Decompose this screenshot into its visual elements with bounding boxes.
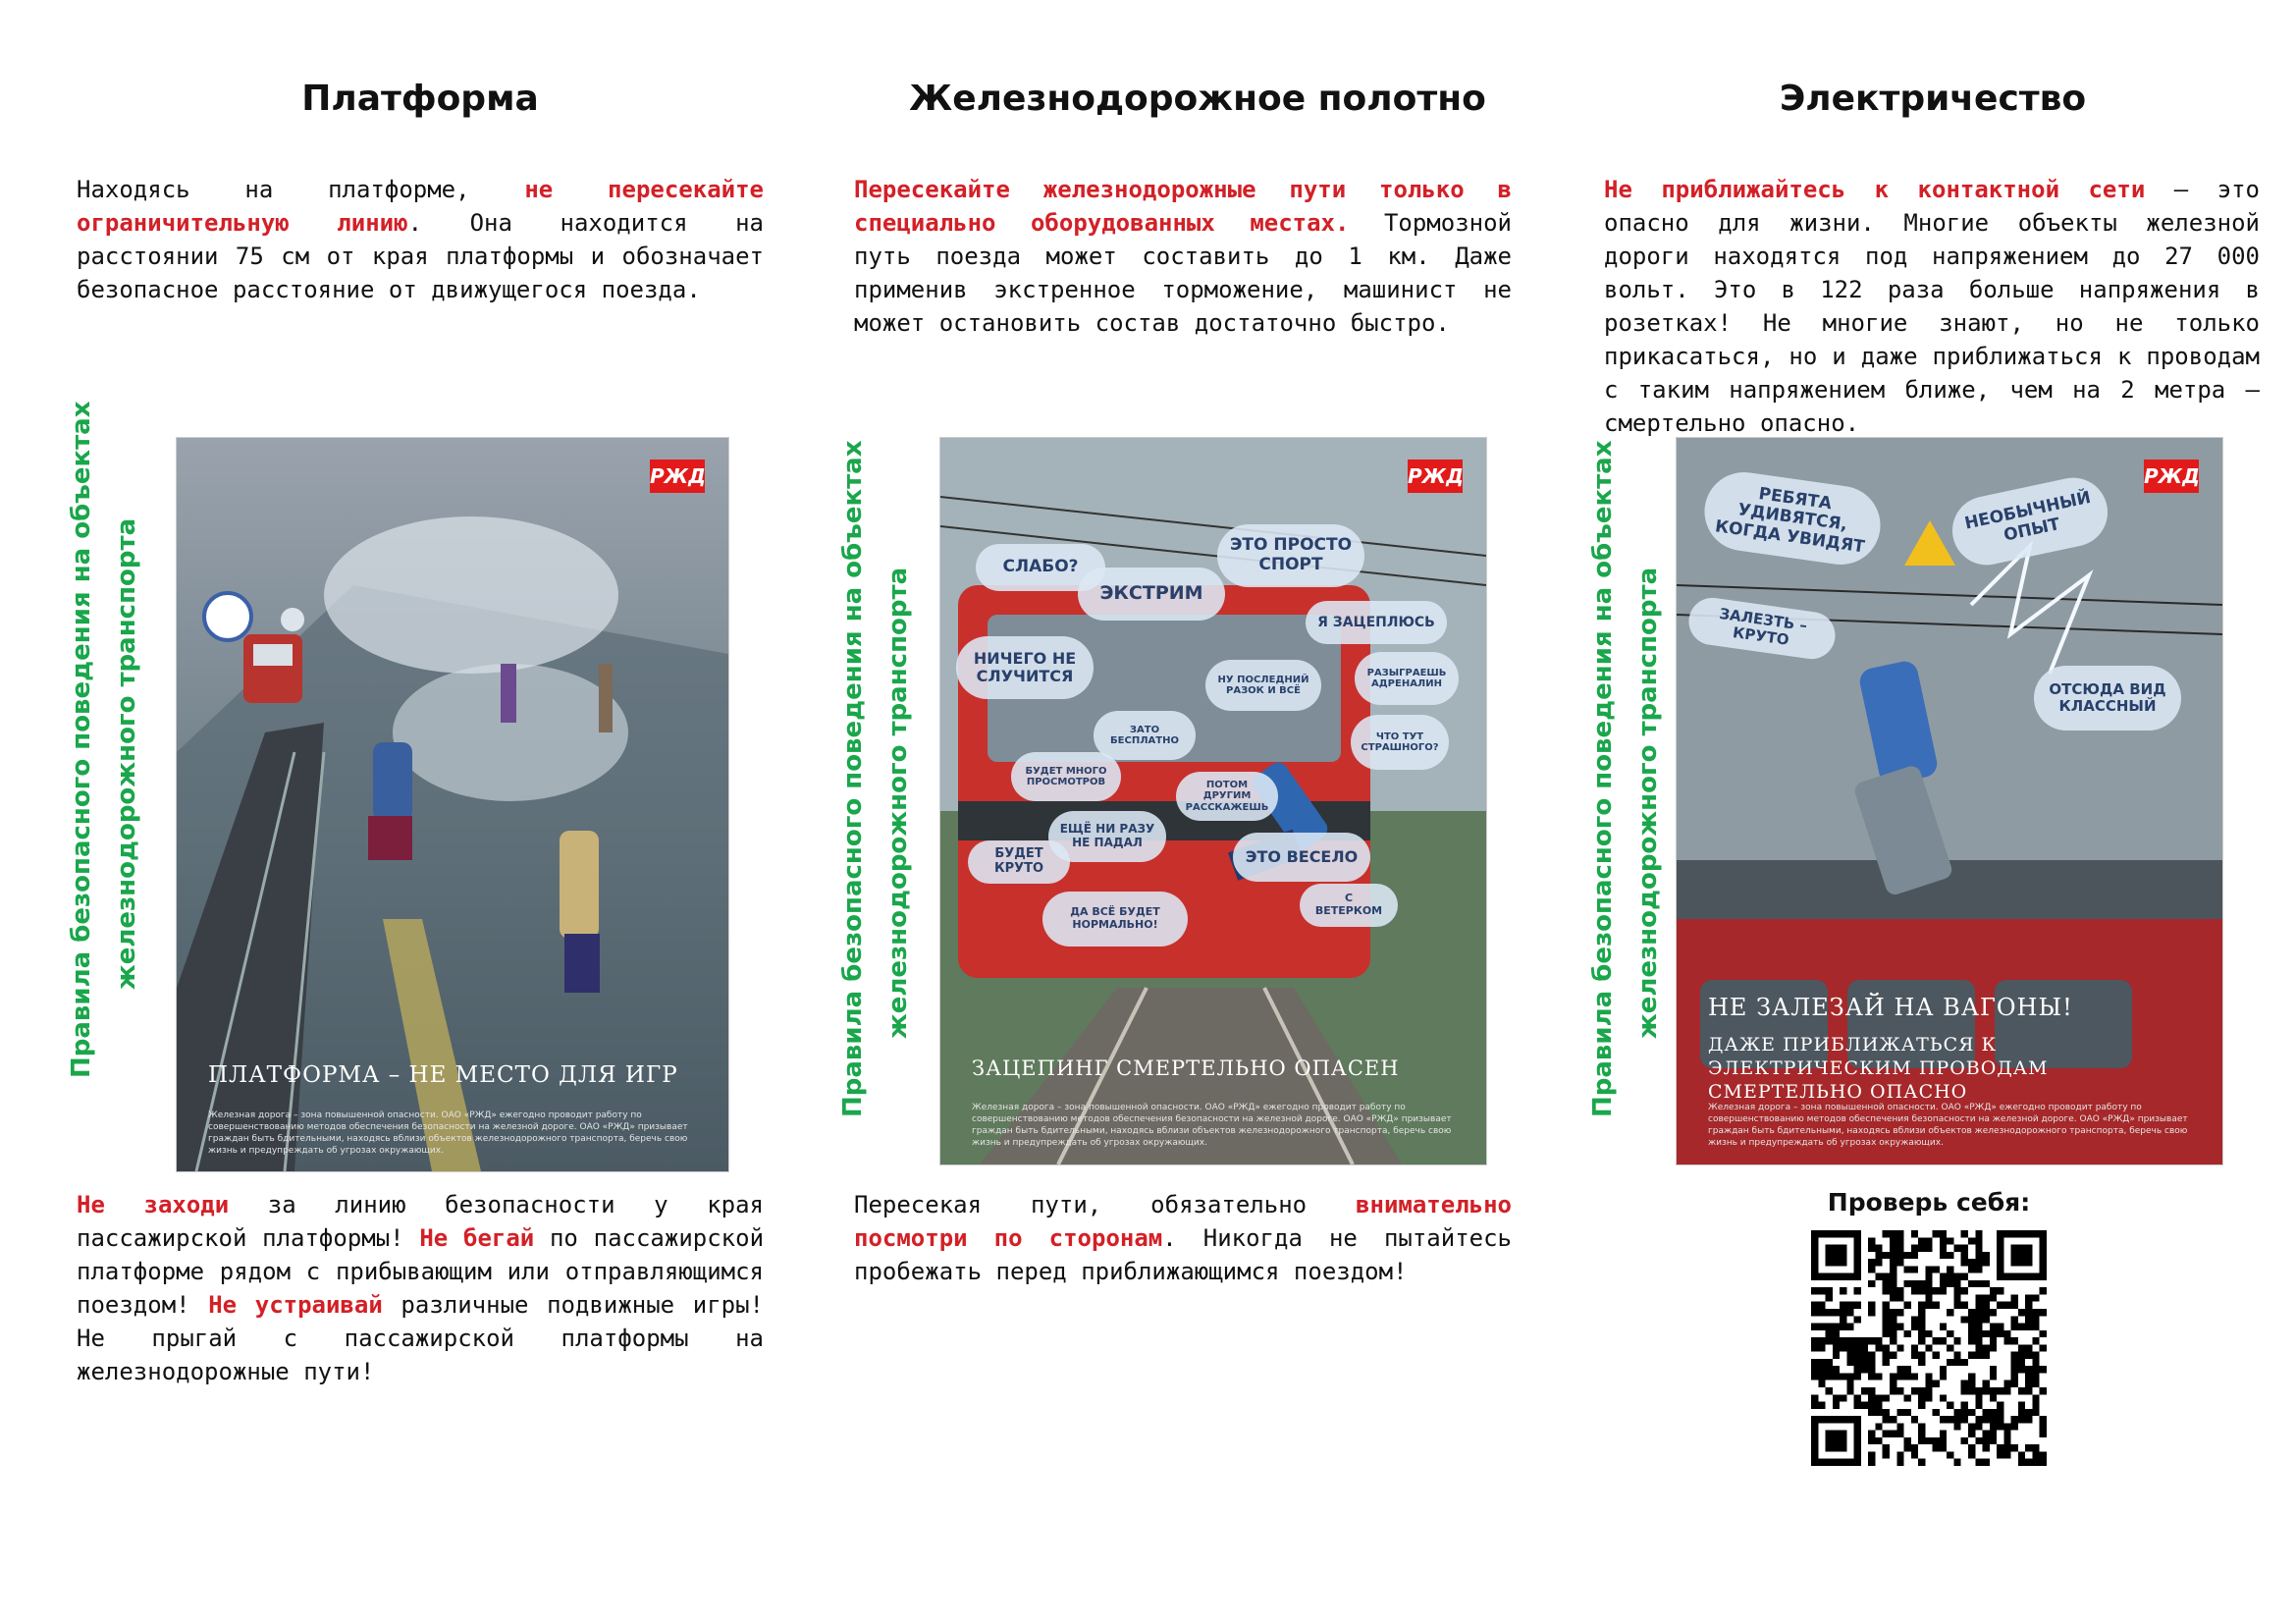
highlight-text: внимательно посмотри по сторонам: [854, 1191, 1512, 1252]
side-label: [830, 440, 921, 1117]
body-text: . Никогда не пытайтесь пробежать перед приближающимся поездом!: [854, 1224, 1512, 1285]
body-text: Тормозной путь поезда может составить до 1 км. Даже применив экстренное торможение, машинист не может остановить состав достаточно быстро.: [854, 209, 1513, 337]
railway-intro: [854, 173, 1512, 340]
cloud-phrase: Я ЗАЦЕПЛЮСЬ: [1306, 601, 1447, 644]
side-label: [59, 401, 149, 1078]
qr-title: Проверь себя:: [1827, 1188, 2031, 1217]
cloud-phrase: РАЗЫГРАЕШЬ АДРЕНАЛИН: [1355, 652, 1459, 705]
side-label-line2: железнодорожного транспорта: [112, 517, 141, 991]
cloud-phrase: НИЧЕГО НЕ СЛУЧИТСЯ: [956, 636, 1094, 699]
body-text: Пересекая пути, обязательно: [854, 1191, 1357, 1218]
poster-platform: [177, 438, 728, 1171]
side-label-line2: железнодорожного транспорта: [883, 567, 913, 1040]
highlight-text: не пересекайте ограничительную линию: [77, 176, 764, 237]
highlight-text: Не устраивай: [208, 1291, 383, 1319]
platform-outro: [77, 1188, 764, 1388]
cloud-phrase: ЧТО ТУТ СТРАШНОГО?: [1351, 715, 1449, 770]
poster-platform-illustration: [177, 438, 728, 1171]
body-text: – это опасно для жизни. Многие объекты железной дороги находятся под напряжением до 27 000 вольт. Это в 122 раза больше напряжения в розетках! Не многие знают, но не только прикасаться, но и даже приближаться к проводам с таким напряжением ближе, чем на 2 метра – смертельно опасно.: [1604, 176, 2260, 437]
body-text: по пассажирской платформе рядом с прибывающим или отправляющимся поездом!: [77, 1224, 765, 1319]
poster-platform-caption: ПЛАТФОРМА – НЕ МЕСТО ДЛЯ ИГР: [208, 1062, 678, 1088]
cloud-phrase: ЭТО ПРОСТО СПОРТ: [1217, 524, 1364, 587]
body-text: за линию безопасности у края пассажирской платформы!: [77, 1191, 764, 1252]
cloud-phrase: ЗАТО БЕСПЛАТНО: [1094, 711, 1196, 760]
side-label-line1: Правила безопасного поведения на объектах: [1588, 440, 1618, 1117]
cloud-phrase: ПОТОМ ДРУГИМ РАССКАЖЕШЬ: [1176, 772, 1278, 821]
poster-electricity-caption: НЕ ЗАЛЕЗАЙ НА ВАГОНЫ!: [1708, 994, 2073, 1021]
cloud-phrase: БУДЕТ КРУТО: [968, 840, 1070, 884]
rzd-logo: РЖД: [1408, 460, 1463, 493]
platform-intro: [77, 173, 764, 306]
column-title-platform: Платформа: [301, 79, 539, 119]
cloud-phrase: БУДЕТ МНОГО ПРОСМОТРОВ: [1011, 752, 1121, 801]
highlight-text: Не бегай: [419, 1224, 535, 1252]
cloud-phrase: ЭТО ВЕСЕЛО: [1233, 833, 1370, 882]
poster-electricity-small-text: Железная дорога – зона повышенной опасности. ОАО «РЖД» ежегодно проводит работу по совершенствованию методов обеспечения безопасности на железной дороге. ОАО «РЖД» призывает граждан быть бдительными, находясь вблизи объектов железнодорожного транспорта, беречь свою жизнь и предупреждать об угрозах окружающих.: [1708, 1103, 2188, 1148]
highlight-text: Не заходи: [77, 1191, 230, 1218]
cloud-phrase: СЛАБО?: [976, 544, 1105, 591]
poster-railway-caption: ЗАЦЕПИНГ СМЕРТЕЛЬНО ОПАСЕН: [972, 1056, 1400, 1080]
body-text: Находясь на платформе,: [77, 176, 525, 203]
electricity-intro: [1604, 173, 2260, 440]
body-text: различные подвижные игры! Не прыгай с пассажирской платформы на железнодорожные пути!: [77, 1291, 765, 1385]
cloud-phrase: ЗАЛЕЗТЬ – КРУТО: [1685, 595, 1838, 662]
railway-outro: [854, 1188, 1512, 1288]
highlight-text: Пересекайте железнодорожные пути только в специально оборудованных местах.: [854, 176, 1512, 237]
highlight-text: Не приближайтесь к контактной сети: [1604, 176, 2146, 203]
body-text: . Она находится на расстоянии 75 см от края платформы и обозначает безопасное расстояние от движущегося поезда.: [77, 209, 764, 303]
cloud-phrase: С ВЕТЕРКОМ: [1300, 884, 1398, 927]
rzd-logo: РЖД: [2144, 460, 2199, 493]
side-label: [1580, 440, 1671, 1117]
poster-railway-small-text: Железная дорога – зона повышенной опасности. ОАО «РЖД» ежегодно проводит работу по совершенствованию методов обеспечения безопасности на железной дороге. ОАО «РЖД» призывает граждан быть бдительными, находясь вблизи объектов железнодорожного транспорта, беречь свою жизнь и предупреждать об угрозах окружающих.: [972, 1103, 1452, 1148]
rzd-logo: РЖД: [650, 460, 705, 493]
poster-railway: [940, 438, 1486, 1164]
cloud-phrase: РЕБЯТА УДИВЯТСЯ, КОГДА УВИДЯТ: [1699, 467, 1885, 569]
cloud-phrase: ЭКСТРИМ: [1078, 568, 1225, 621]
cloud-phrase: ДА ВСЁ БУДЕТ НОРМАЛЬНО!: [1042, 892, 1188, 947]
cloud-phrase: ОТСЮДА ВИД КЛАССНЫЙ: [2034, 666, 2181, 731]
poster-platform-small-text: Железная дорога – зона повышенной опасности. ОАО «РЖД» ежегодно проводит работу по совершенствованию методов обеспечения безопасности на железной дороге. ОАО «РЖД» призывает граждан быть бдительными, находясь вблизи объектов железнодорожного транспорта, беречь свою жизнь и предупреждать об угрозах окружающих.: [208, 1110, 688, 1156]
poster-electricity-caption-sub: ДАЖЕ ПРИБЛИЖАТЬСЯ К ЭЛЕКТРИЧЕСКИМ ПРОВОДАМ СМЕРТЕЛЬНО ОПАСНО: [1708, 1034, 2049, 1103]
cloud-phrase: НУ ПОСЛЕДНИЙ РАЗОК И ВСЁ: [1205, 660, 1321, 711]
column-title-railway: Железнодорожное полотно: [909, 79, 1486, 119]
poster-electricity: [1677, 438, 2222, 1164]
side-label-line2: железнодорожного транспорта: [1633, 567, 1663, 1040]
side-label-line1: Правила безопасного поведения на объектах: [67, 401, 96, 1078]
side-label-line1: Правила безопасного поведения на объектах: [838, 440, 868, 1117]
cloud-phrase: ЕЩЁ НИ РАЗУ НЕ ПАДАЛ: [1048, 811, 1166, 862]
column-title-electricity: Электричество: [1779, 79, 2087, 119]
cloud-phrase: НЕОБЫЧНЫЙ ОПЫТ: [1946, 471, 2113, 571]
qr-code[interactable]: [1811, 1230, 2047, 1466]
